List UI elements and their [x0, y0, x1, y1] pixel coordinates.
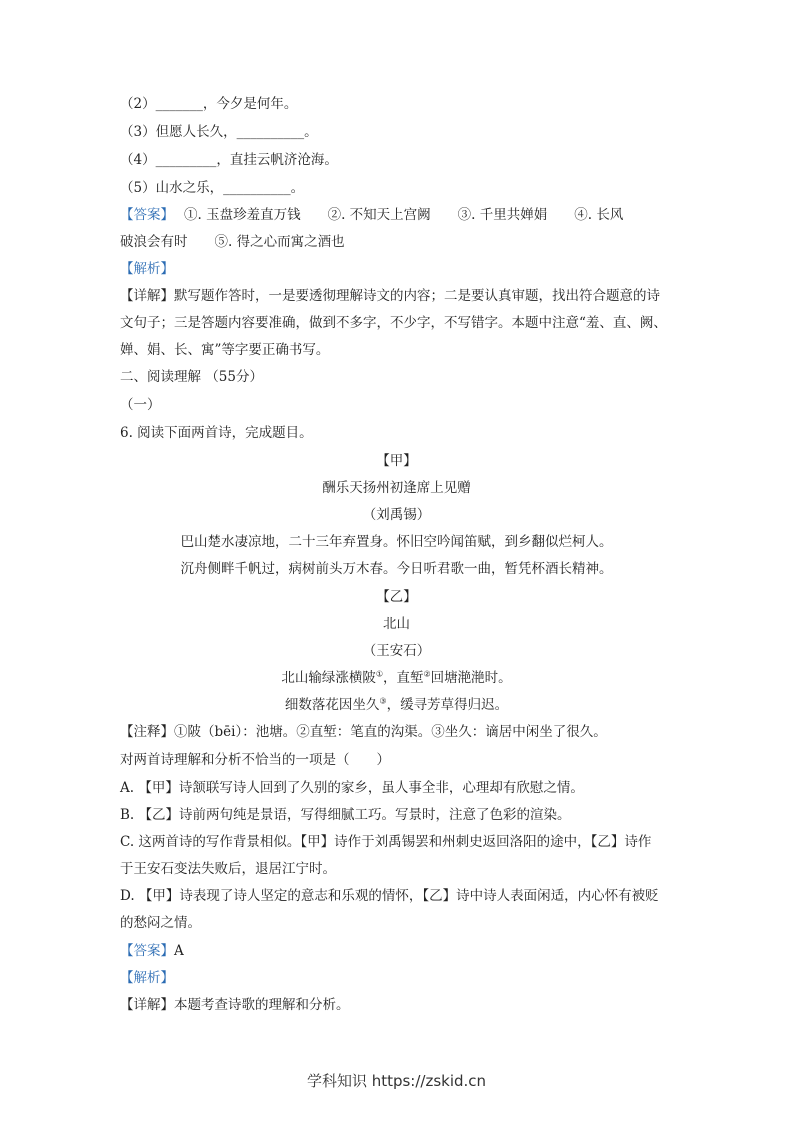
poem-yi-line-1-part-b: ，直堑: [383, 670, 424, 686]
answer-line-1: [120, 206, 623, 224]
option-c-line-1: C. 这两首诗的写作背景相似。【甲】诗作于刘禹锡罢和州刺史返回洛阳的途中，【乙】诗作: [120, 834, 652, 850]
answer-line-2: 破浪会有时 ⑤. 得之心而寓之酒也: [120, 234, 345, 250]
option-b: B. 【乙】诗前两句纯是景语，写得细腻工巧。写景时，注意了色彩的渲染。: [120, 807, 571, 823]
question-6: 6. 阅读下面两首诗，完成题目。: [120, 425, 313, 441]
option-d-line-2: 的愁闷之情。: [120, 915, 201, 931]
detail-line-2: 文句子；三是答题内容要准确，做到不多字，不少字，不写错字。本题中注意“羞、直、阙、: [120, 315, 667, 331]
option-c-line-2: 于王安石变法失败后，退居江宁时。: [120, 861, 336, 877]
footnote-mark-1: ①: [375, 669, 383, 679]
poem-yi-tag: 【乙】: [376, 589, 417, 605]
answer-2: [120, 942, 184, 960]
poem-yi-title: 北山: [383, 616, 410, 632]
question-stem: 对两首诗理解和分析不恰当的一项是（ ）: [120, 752, 390, 768]
analysis-2-tag: 【解析】: [120, 970, 174, 986]
detail-line-1: 【详解】默写题作答时，一是要透彻理解诗文的内容；二是要认真审题，找出符合题意的诗: [120, 288, 660, 304]
poem-yi-line-1-part-a: 北山输绿涨横陂: [281, 670, 376, 686]
page-footer-watermark: 学科知识 https://zskid.cn: [306, 1072, 487, 1090]
fill-blank-3: （3）但愿人长久，__________。: [120, 124, 318, 140]
poem-yi-line-1: [0, 669, 793, 687]
poem-yi-line-1-part-c: 回塘滟滟时。: [430, 670, 512, 686]
fill-blank-5: （5）山水之乐，__________。: [120, 180, 305, 196]
detail-line-3: 婵、娟、长、寓”等字要正确书写。: [120, 342, 330, 358]
footnote-mark-3: ③: [379, 696, 387, 706]
analysis-tag: 【解析】: [120, 261, 174, 277]
subsection-title: （一）: [120, 397, 161, 413]
section-title: 二、阅读理解 （55分）: [120, 369, 263, 385]
answer-text-1: ①. 玉盘珍羞直万钱 ②. 不知天上宫阙 ③. 千里共婵娟 ④. 长风: [184, 207, 624, 223]
answer-2-tag: 【答案】: [120, 943, 174, 959]
poem-jia-title: 酬乐天扬州初逢席上见赠: [322, 480, 471, 496]
poem-yi-line-2: [0, 696, 793, 714]
poem-jia-line-1: 巴山楚水凄凉地，二十三年弃置身。怀旧空吟闻笛赋，到乡翻似烂柯人。: [180, 534, 613, 550]
option-a: A. 【甲】诗颔联写诗人回到了久别的家乡，虽人事全非，心理却有欣慰之情。: [120, 780, 584, 796]
annotation-note: 【注释】①陂（bēi）：池塘。②直堑：笔直的沟渠。③坐久：谪居中闲坐了很久。: [120, 724, 607, 740]
option-d-line-1: D. 【甲】诗表现了诗人坚定的意志和乐观的情怀，【乙】诗中诗人表面闲适，内心怀有被贬: [120, 888, 659, 904]
poem-jia-line-2: 沉舟侧畔千帆过，病树前头万木春。今日听君歌一曲，暂凭杯酒长精神。: [180, 561, 613, 577]
fill-blank-4: （4）_________，直挂云帆济沧海。: [120, 152, 338, 168]
poem-yi-line-2-part-a: 细数落花因坐久: [284, 697, 380, 713]
analysis-2-detail: 【详解】本题考查诗歌的理解和分析。: [120, 997, 350, 1013]
poem-yi-author: （王安石）: [362, 643, 431, 659]
fill-blank-2: （2）_______，今夕是何年。: [120, 96, 298, 112]
poem-jia-tag: 【甲】: [376, 453, 417, 469]
poem-jia-author: （刘禹锡）: [362, 507, 431, 523]
answer-2-value: A: [174, 943, 184, 959]
footnote-mark-2: ②: [423, 669, 431, 679]
poem-yi-line-2-part-b: ，缓寻芳草得归迟。: [386, 697, 509, 713]
answer-tag: 【答案】: [120, 207, 174, 223]
